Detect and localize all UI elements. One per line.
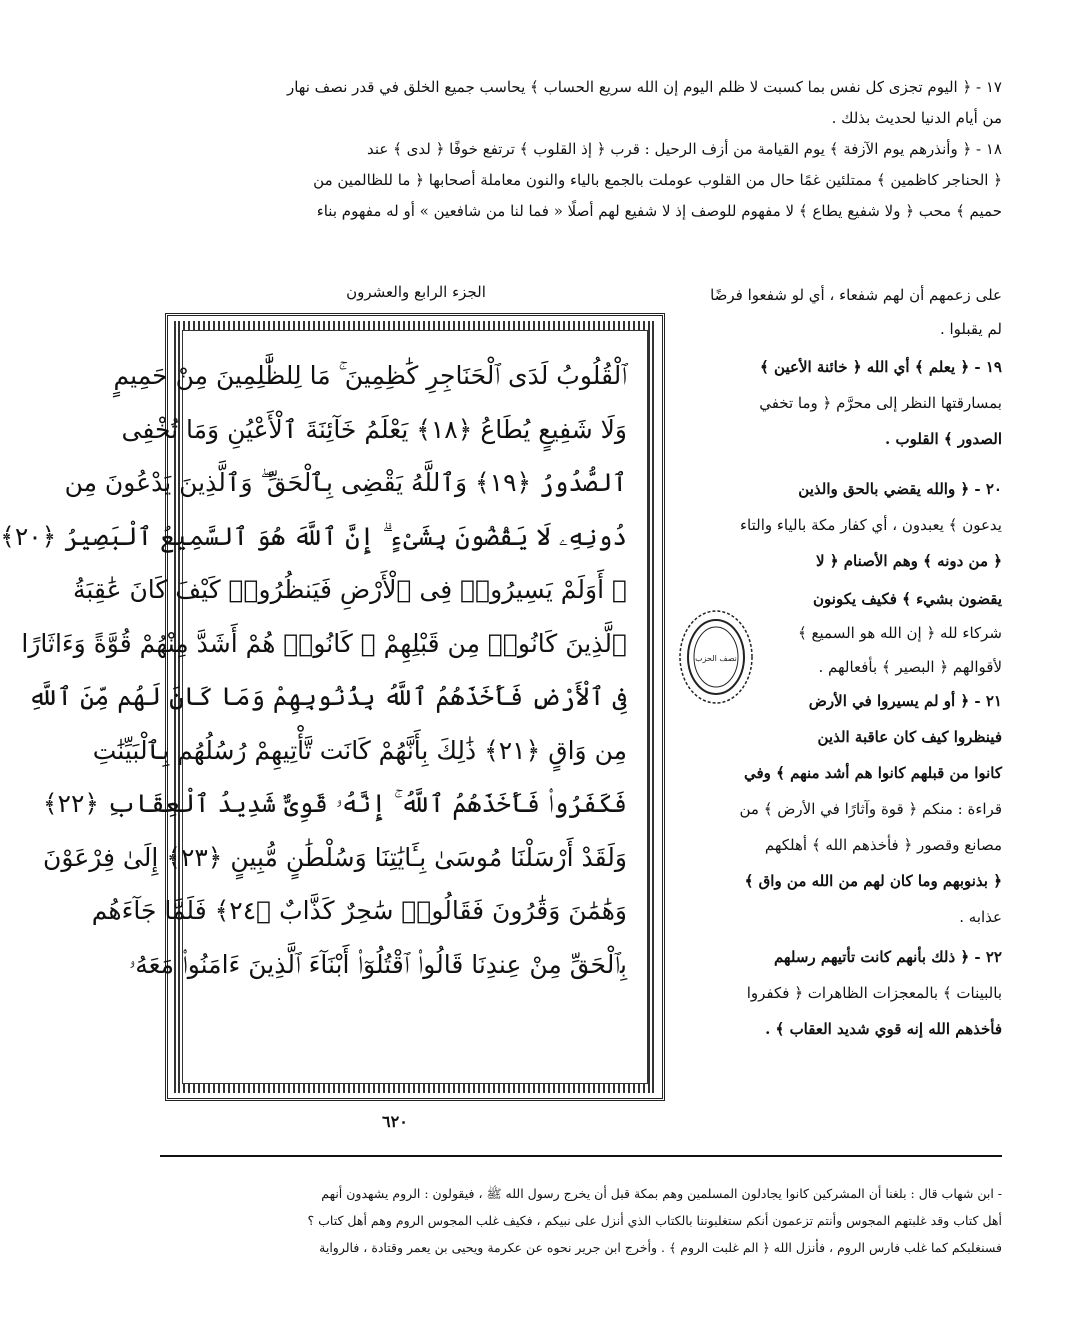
quran-text [0,330,648,1084]
quran-line: مِن وَاقٍ ﴿٢١﴾ ذَٰلِكَ بِأَنَّهُمْ كَانَت تَّأْتِيهِمْ رُسُلُهُم بِٱلْبَيِّنَٰتِ [92,735,627,765]
quran-line: دُونِهِۦ لَا يَقْضُونَ بِشَىْءٍ ۗ إِنَّ ٱللَّهَ هُوَ ٱلسَّمِيعُ ٱلْبَصِيرُ ﴿٢٠﴾ [0,521,627,551]
right-commentary-line: شركاء لله ﴿ إن الله هو السميع ﴾ [797,624,1002,642]
right-commentary-line: ٢١ - ﴿ أو لم يسيروا في الأرض [808,692,1002,710]
juz-header: الجزء الرابع والعشرون [346,283,486,301]
commentary-line: ١٧ - ﴿ اليوم تجزى كل نفس بما كسبت لا ظلم اليوم إن الله سريع الحساب ﴾ يحاسب جميع الخلق في قدر نصف نهار [286,78,1002,96]
right-commentary-line: يدعون ﴾ يعبدون ، أي كفار مكة بالياء والتاء [739,516,1002,534]
quran-line: ٱلَّذِينَ كَانُوا۟ مِن قَبْلِهِمْ ۚ كَانُوا۟ هُمْ أَشَدَّ مِنْهُمْ قُوَّةً وَءَاثَارًا [21,628,627,658]
quran-line: ٱلصُّدُورُ ﴿١٩﴾ وَٱللَّهُ يَقْضِى بِٱلْحَقِّ ۖ وَٱلَّذِينَ يَدْعُونَ مِن [64,468,627,497]
right-commentary-line: قراءة : منكم ﴿ قوة وآثارًا في الأرض ﴾ من [739,800,1002,818]
footnote-line: فسنغلبكم كما غلب فارس الروم ، فأنزل الله ﴿ الم غلبت الروم ﴾ . وأخرج ابن جرير نحوه عن عكرمة ويحيى بن يعمر وقتادة ، فالرواية [319,1240,1002,1255]
right-commentary-line: ﴿ من دونه ﴾ وهم الأصنام ﴿ لا [815,552,1002,570]
right-commentary-line: فينظروا كيف كان عاقبة الذين [817,728,1002,746]
right-commentary-line: بمسارقتها النظر إلى محرَّم ﴿ وما تخفي [759,394,1002,412]
quran-line: بِٱلْحَقِّ مِنْ عِندِنَا قَالُوا۟ ٱقْتُلُوٓا۟ أَبْنَآءَ ٱلَّذِينَ ءَامَنُوا۟ مَعَهُۥ [128,949,627,979]
right-commentary-line: يقضون بشيء ﴾ فكيف يكونون [813,590,1002,608]
quran-line: فَكَفَرُوا۟ فَأَخَذَهُمُ ٱللَّهُ ۚ إِنَّهُۥ قَوِىٌّ شَدِيدُ ٱلْعِقَابِ ﴿٢٢﴾ [42,789,627,818]
quran-line: فِى ٱلْأَرْضِ فَأَخَذَهُمُ ٱللَّهُ بِذُنُوبِهِمْ وَمَا كَانَ لَهُم مِّنَ ٱللَّهِ [28,682,627,711]
right-commentary-line: فأخذهم الله إنه قوي شديد العقاب ﴾ . [765,1020,1002,1038]
hizb-medallion-icon [677,608,755,706]
right-commentary-line: لأقوالهم ﴿ البصير ﴾ بأفعالهم . [818,658,1002,676]
right-commentary-line: على زعمهم أن لهم شفعاء ، أي لو شفعوا فرضًا [710,286,1002,304]
quran-line: وَلَقَدْ أَرْسَلْنَا مُوسَىٰ بِـَٔايَٰتِنَا وَسُلْطَٰنٍ مُّبِينٍ ﴿٢٣﴾ إِلَىٰ فِرْعَوْنَ [43,842,627,872]
right-commentary-line: كانوا من قبلهم كانوا هم أشد منهم ﴾ وفي [743,764,1002,782]
right-commentary-line: ١٩ - ﴿ يعلم ﴾ أي الله ﴿ خائنة الأعين ﴾ [760,358,1002,376]
footnote-line: أهل كتاب وقد غلبتهم المجوس وأنتم تزعمون أنكم ستغلبوننا بالكتاب الذي أنزل على نبيكم ، فكيف غلب المجوس الروم وهم أهل كتاب ؟ [307,1213,1002,1228]
footnote-line: - ابن شهاب قال : بلغنا أن المشركين كانوا يجادلون المسلمين وهم بمكة قبل أن يخرج رسول الله ﷺ ، فيقولون : الروم يشهدون أنهم [321,1186,1002,1201]
top-commentary [194,72,1002,227]
right-commentary-line: ﴿ بذنوبهم وما كان لهم من الله من واق ﴾ [744,872,1002,890]
right-commentary-line: لم يقبلوا . [939,320,1002,338]
right-commentary-line: الصدور ﴾ القلوب . [885,430,1002,448]
quran-border [0,321,657,1093]
quran-line: وَلَا شَفِيعٍ يُطَاعُ ﴿١٨﴾ يَعْلَمُ خَآئِنَةَ ٱلْأَعْيُنِ وَمَا تُخْفِى [121,414,627,444]
right-commentary-line: ٢٠ - ﴿ والله يقضي بالحق والذين [798,480,1002,498]
right-commentary-line: عذابه . [959,908,1002,926]
quran-line: وَهَٰمَٰنَ وَقَٰرُونَ فَقَالُوا۟ سَٰحِرٌ كَذَّابٌ ﴿٢٤﴾ فَلَمَّا جَآءَهُم [91,896,627,925]
page-number: ٦٢٠ [382,1112,408,1131]
commentary-line: ﴿ الحناجر كاظمين ﴾ ممتلئين غمًا حال من القلوب عوملت بالجمع بالياء والنون معاملة أصحابها ﴿ ما للظالمين من [313,171,1002,189]
quran-line: ٱلْقُلُوبُ لَدَى ٱلْحَنَاجِرِ كَٰظِمِينَ ۚ مَا لِلظَّٰلِمِينَ مِنْ حَمِيمٍ [113,361,627,390]
quran-frame [0,313,665,1101]
commentary-line: حميم ﴾ محب ﴿ ولا شفيع يطاع ﴾ لا مفهوم للوصف إذ لا شفيع لهم أصلًا « فما لنا من شافعين » أو له مفهوم بناء [316,202,1002,220]
right-commentary-line: ٢٢ - ﴿ ذلك بأنهم كانت تأتيهم رسلهم [773,948,1002,966]
right-commentary-line: بالبينات ﴾ بالمعجزات الظاهرات ﴿ فكفروا [746,984,1002,1002]
right-commentary-line: مصانع وقصور ﴿ فأخذهم الله ﴾ أهلكهم [764,836,1002,854]
quran-line: ۞ أَوَلَمْ يَسِيرُوا۟ فِى ٱلْأَرْضِ فَيَنظُرُوا۟ كَيْفَ كَانَ عَٰقِبَةُ [72,575,627,604]
medallion-label: نصف الحزب [695,654,737,663]
commentary-line: من أيام الدنيا لحديث بذلك . [831,109,1002,127]
footnote-divider [160,1155,1002,1157]
commentary-line: ١٨ - ﴿ وأنذرهم يوم الآزفة ﴾ يوم القيامة من أزف الرحيل : قرب ﴿ إذ القلوب ﴾ ترتفع خوفًا ﴿ لدى ﴾ عند [367,140,1002,158]
